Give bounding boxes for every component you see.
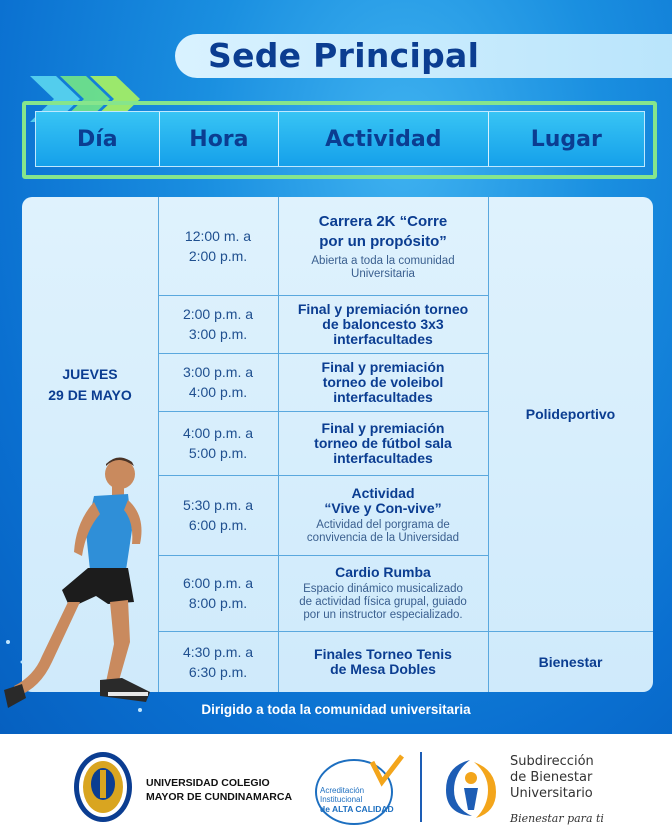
activity-title: Cardio Rumba [335,563,431,580]
bienestar-name-line: de Bienestar [510,770,593,785]
header-hour: Hora [160,112,280,166]
activity-title: Final y premiación torneo [297,300,469,317]
accreditation-text: Institucional [320,795,363,804]
university-name [146,776,306,804]
hour-end: 6:30 p.m. [188,663,248,680]
page-title: Sede Principal [208,36,480,75]
day-weekday: JUEVES [62,366,118,382]
accreditation-text: Acreditación [320,786,365,795]
activity-title: torneo de fútbol sala [314,434,452,451]
place-polideportivo: Polideportivo [525,406,616,422]
day-date: 29 DE MAYO [48,387,132,403]
hour-cell [158,353,278,411]
activity-title: Final y premiación [321,358,445,375]
place-bienestar: Bienestar [538,653,603,670]
activity-cell [278,197,488,295]
activity-description: de actividad física grupal, guiado [299,595,467,608]
audience-note: Dirigido a toda la comunidad universitaria [201,702,471,717]
activity-title: Finales Torneo Tenis [314,645,452,662]
activity-title: interfacultades [333,330,433,347]
activity-title: por un propósito” [319,232,447,250]
logo-bar [0,734,672,840]
hour-start: 5:30 p.m. a [182,497,254,513]
activity-title: interfacultades [333,449,433,466]
bienestar-name-line: Universitario [510,786,593,801]
bienestar-tagline: Bienestar para ti [510,812,604,825]
activity-cell [278,295,488,353]
activity-description: convivencia de la Universidad [306,531,460,544]
activity-description: Espacio dinámico musicalizado [303,582,463,595]
hour-end: 6:00 p.m. [188,517,248,533]
hour-start: 4:30 p.m. a [182,643,254,660]
hour-start: 4:00 p.m. a [182,425,254,441]
hour-start: 12:00 m. a [184,228,252,244]
hour-end: 4:00 p.m. [188,384,248,400]
hour-cell [158,295,278,353]
bienestar-name-line: Subdirección [510,754,594,769]
bienestar-logo-icon [440,752,502,822]
hour-cell [158,555,278,631]
hour-start: 6:00 p.m. a [182,575,254,591]
hour-start: 2:00 p.m. a [182,306,254,322]
activity-title: de Mesa Dobles [330,660,436,677]
activity-cell [278,555,488,631]
activity-description: Actividad del porgrama de [316,518,450,531]
table-header [35,111,645,167]
activity-description: por un instructor especializado. [303,608,463,621]
activity-title: torneo de voleibol [322,373,444,390]
activity-description: Abierta a toda la comunidad [311,254,455,267]
university-seal-icon [72,750,134,824]
activity-title: Actividad [351,484,415,501]
hour-end: 2:00 p.m. [188,248,248,264]
hour-end: 8:00 p.m. [188,595,248,611]
hour-cell [158,411,278,475]
university-name-line: UNIVERSIDAD COLEGIO [146,777,270,789]
accreditation-text: de ALTA CALIDAD [320,804,394,814]
activity-cell [278,631,488,692]
hour-end: 3:00 p.m. [188,326,248,342]
activity-cell [278,411,488,475]
activity-title: “Vive y Con-vive” [324,499,442,516]
header-place: Lugar [530,126,602,152]
university-name-line: MAYOR DE CUNDINAMARCA [146,791,293,803]
hour-start: 3:00 p.m. a [182,364,254,380]
bienestar-name [510,754,670,802]
activity-title: de baloncesto 3x3 [322,315,444,332]
activity-cell [278,475,488,555]
logo-divider [420,752,422,822]
activity-title: Final y premiación [321,419,445,436]
activity-cell [278,353,488,411]
hour-end: 5:00 p.m. [188,445,248,461]
day-label [22,364,158,406]
hour-cell [158,475,278,555]
activity-title: interfacultades [333,388,433,405]
activity-description: Universitaria [351,267,415,280]
header-day: Día [36,112,160,166]
hour-cell [158,197,278,295]
header-activity: Actividad [279,112,488,166]
activity-title: Carrera 2K “Corre [318,212,448,230]
runner-illustration [0,452,160,727]
hour-cell [158,631,278,692]
